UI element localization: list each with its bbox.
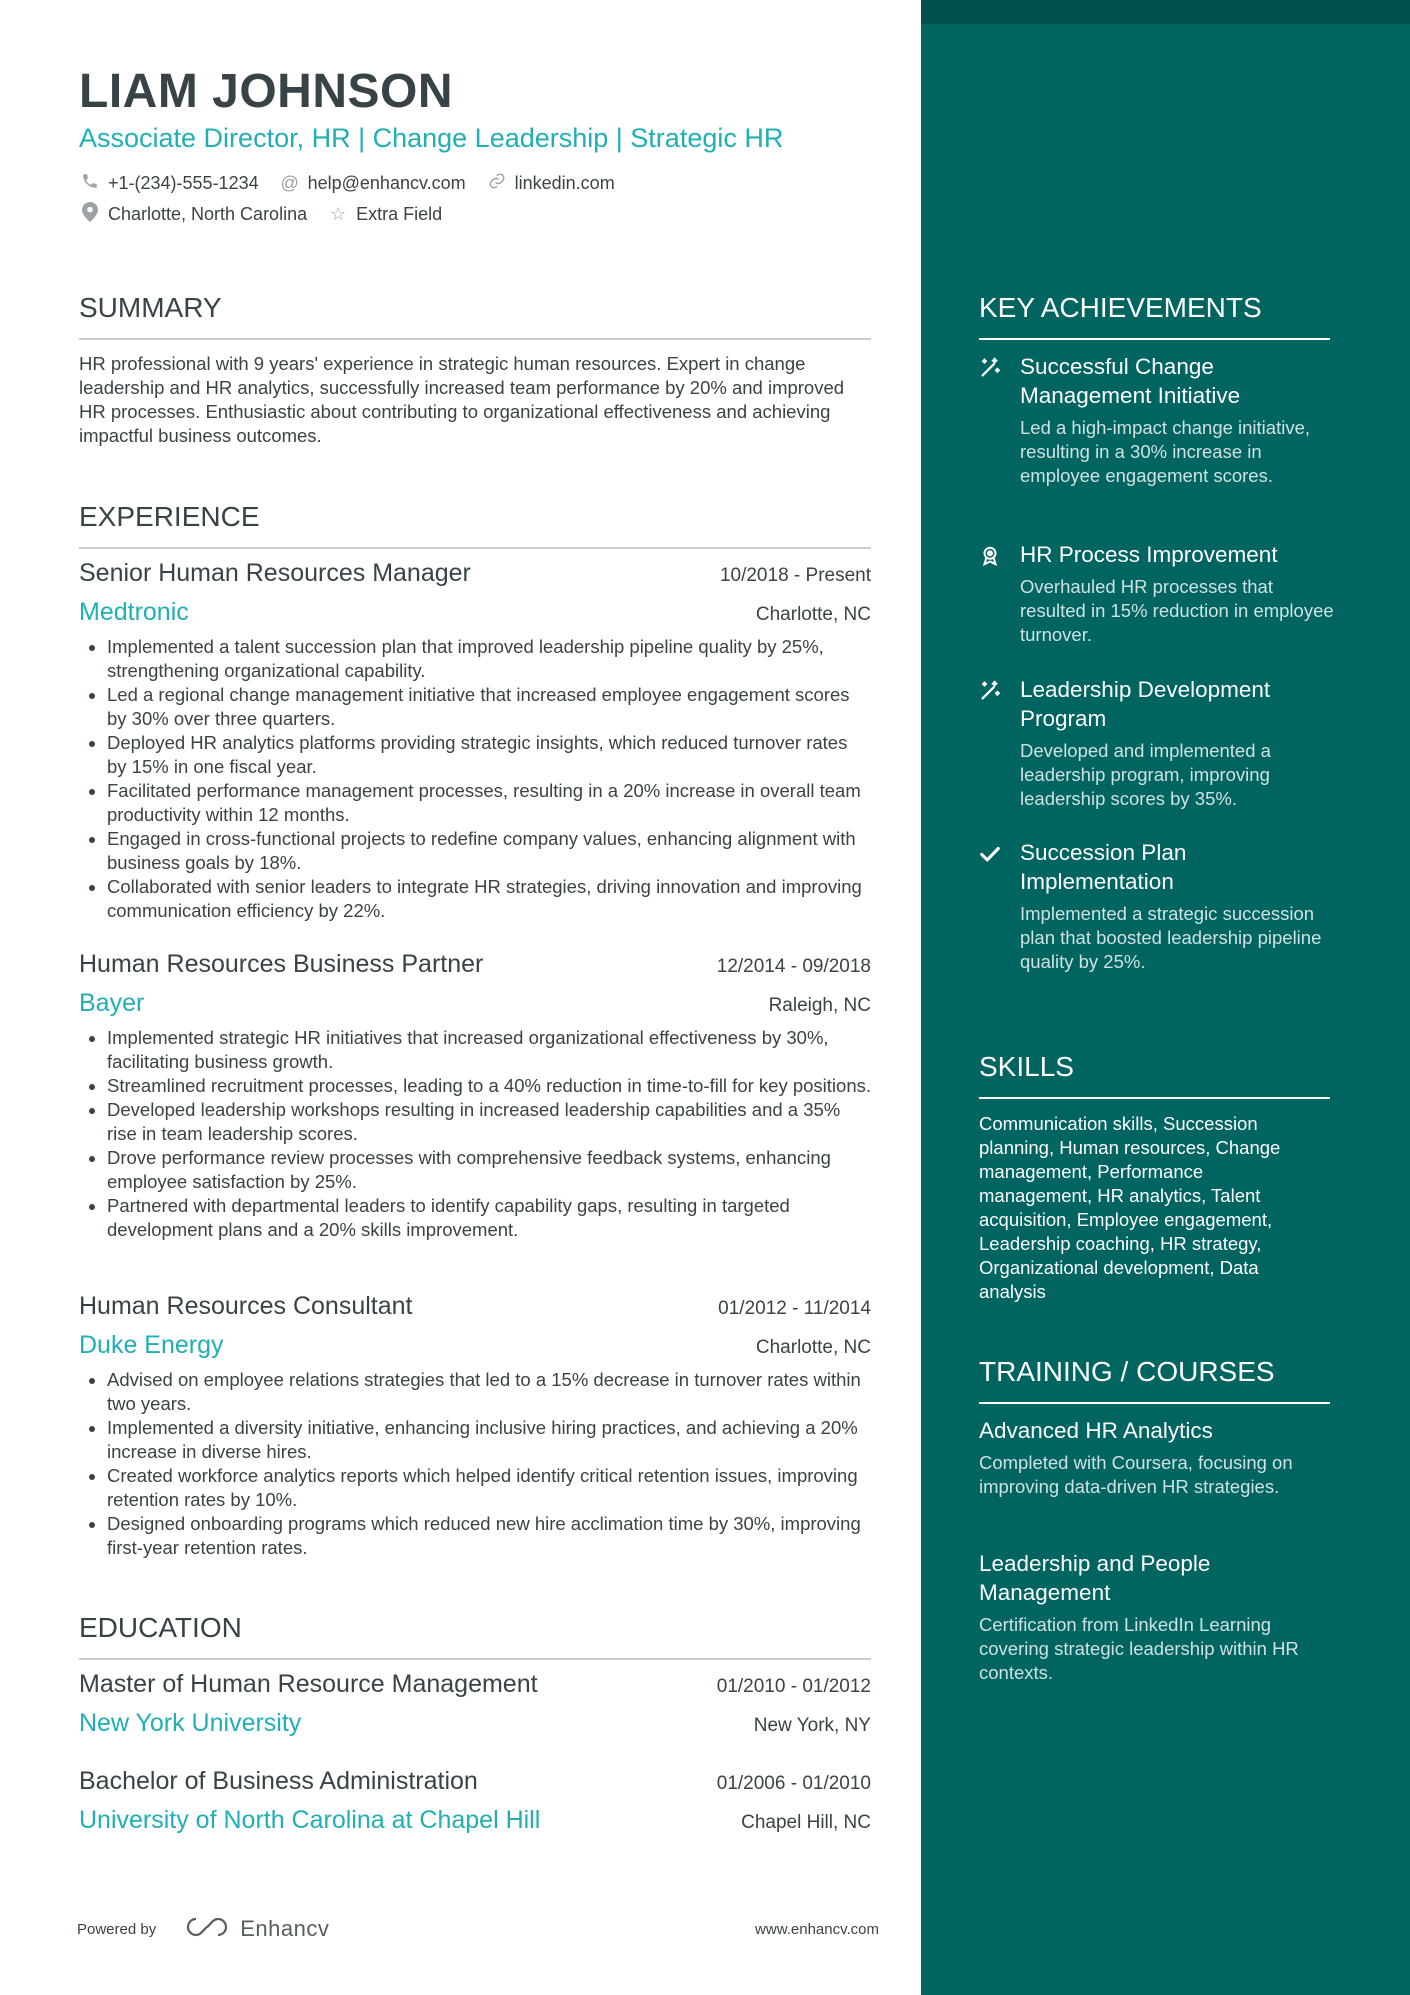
summary-heading: SUMMARY [79, 290, 871, 340]
wand-icon [979, 357, 1003, 381]
candidate-title: Associate Director, HR | Change Leadership | Strategic HR [79, 123, 784, 153]
achievements-heading: KEY ACHIEVEMENTS [979, 290, 1330, 340]
achievement-title: HR Process Improvement [1020, 542, 1278, 567]
job-entry [79, 1292, 871, 1560]
job-bullet: • Developed leadership workshops resulting in increased leadership capabilities and a 35% rise in team leadership scores. [107, 1098, 871, 1146]
education-entry [79, 1767, 871, 1835]
link-icon [486, 172, 508, 195]
enhancv-logo-icon[interactable] [184, 1915, 230, 1943]
skills-list: Communication skills, Succession planning, Human resources, Change management, Performance management, HR analytics, Talent acquisition, Employee engagement, Leadership coaching, HR strategy, Organizational development, Data analysis [979, 1113, 1281, 1302]
star-icon: ☆ [330, 204, 347, 224]
course-title: Leadership and People Management [979, 1551, 1211, 1605]
job-location: Charlotte, NC [755, 604, 871, 625]
job-role: Human Resources Consultant [79, 1292, 413, 1320]
job-location: Charlotte, NC [755, 1337, 871, 1358]
job-bullet: • Partnered with departmental leaders to identify capability gaps, resulting in targeted development plans and a 20% skills improvement. [107, 1194, 871, 1242]
contact-row-primary [79, 172, 635, 195]
edu-degree: Bachelor of Business Administration [79, 1767, 478, 1795]
achievement-title: Successful Change Management Initiative [1020, 354, 1241, 408]
course-title: Advanced HR Analytics [979, 1418, 1213, 1443]
phone-text: +1-(234)-555-1234 [108, 173, 259, 193]
wand-icon [979, 680, 1003, 704]
achievement-item [979, 675, 1339, 811]
job-entry [79, 559, 871, 923]
job-role: Senior Human Resources Manager [79, 559, 471, 587]
course-desc: Certification from LinkedIn Learning covering strategic leadership within HR contexts. [979, 1614, 1299, 1683]
job-company: Duke Energy [79, 1331, 224, 1359]
location-text: Charlotte, North Carolina [108, 204, 308, 224]
job-company: Medtronic [79, 598, 189, 626]
job-company: Bayer [79, 989, 145, 1017]
award-icon [979, 545, 1003, 569]
job-bullet: • Engaged in cross-functional projects to redefine company values, enhancing alignment with business goals by 18%. [107, 827, 871, 875]
edu-school: New York University [79, 1709, 302, 1737]
contact-row-secondary [79, 202, 462, 227]
education-entry [79, 1670, 871, 1738]
candidate-name: LIAM JOHNSON [79, 65, 454, 118]
job-bullets [79, 635, 871, 923]
skills-heading: SKILLS [979, 1049, 1330, 1099]
achievement-item [979, 838, 1339, 974]
achievement-desc: Implemented a strategic succession plan that boosted leadership pipeline quality by 25%. [1020, 903, 1322, 972]
job-dates: 12/2014 - 09/2018 [716, 956, 871, 977]
job-bullet: • Deployed HR analytics platforms providing strategic insights, which reduced turnover rates by 15% in one fiscal year. [107, 731, 871, 779]
edu-degree: Master of Human Resource Management [79, 1670, 538, 1698]
job-location: Raleigh, NC [768, 995, 871, 1016]
achievement-desc: Developed and implemented a leadership program, improving leadership scores by 35%. [1020, 740, 1271, 809]
course-desc: Completed with Coursera, focusing on improving data-driven HR strategies. [979, 1452, 1293, 1497]
job-entry [79, 950, 871, 1242]
brand-name[interactable]: Enhancv [240, 1916, 330, 1941]
phone-contact[interactable] [79, 172, 259, 195]
job-bullet: • Implemented a diversity initiative, enhancing inclusive hiring practices, and achieving a 20% increase in diverse hires. [107, 1416, 871, 1464]
powered-by-label: Powered by [77, 1920, 157, 1938]
edu-location: Chapel Hill, NC [741, 1812, 871, 1833]
achievement-desc: Overhauled HR processes that resulted in 15% reduction in employee turnover. [1020, 576, 1334, 645]
job-dates: 10/2018 - Present [719, 565, 871, 586]
job-bullet: • Created workforce analytics reports which helped identify critical retention issues, improving retention rates by 10%. [107, 1464, 871, 1512]
edu-dates: 01/2006 - 01/2010 [716, 1773, 871, 1794]
training-heading: TRAINING / COURSES [979, 1354, 1330, 1404]
map-pin-icon [79, 202, 101, 227]
phone-icon [79, 172, 101, 195]
job-bullet: • Led a regional change management initiative that increased employee engagement scores by 30% over three quarters. [107, 683, 871, 731]
job-bullet: • Implemented a talent succession plan that improved leadership pipeline quality by 25%, strengthening organizational capability. [107, 635, 871, 683]
sidebar [921, 0, 1410, 1995]
edu-dates: 01/2010 - 01/2012 [716, 1676, 871, 1697]
job-bullets [79, 1368, 871, 1560]
job-bullet: • Drove performance review processes with comprehensive feedback systems, enhancing employee satisfaction by 25%. [107, 1146, 871, 1194]
extra-field [327, 204, 442, 225]
education-heading: EDUCATION [79, 1610, 871, 1660]
job-bullet: • Advised on employee relations strategies that led to a 15% decrease in turnover rates within two years. [107, 1368, 871, 1416]
footer-url[interactable]: www.enhancv.com [755, 1920, 879, 1938]
linkedin-contact[interactable] [486, 172, 615, 195]
achievement-item [979, 352, 1339, 488]
email-text: help@enhancv.com [307, 173, 466, 193]
location-contact [79, 202, 307, 227]
course-item [979, 1549, 1324, 1685]
job-bullet: • Collaborated with senior leaders to integrate HR strategies, driving innovation and improving communication efficiency by 22%. [107, 875, 871, 923]
edu-school: University of North Carolina at Chapel Hill [79, 1806, 541, 1834]
job-bullets [79, 1026, 871, 1242]
extra-field-text: Extra Field [356, 204, 443, 224]
job-role: Human Resources Business Partner [79, 950, 484, 978]
sidebar-top-band [921, 0, 1410, 24]
footer [77, 1915, 879, 1943]
achievement-title: Leadership Development Program [1020, 677, 1271, 731]
achievement-desc: Led a high-impact change initiative, resulting in a 30% increase in employee engagement scores. [1020, 417, 1311, 486]
achievement-title: Succession Plan Implementation [1020, 840, 1187, 894]
linkedin-text: linkedin.com [514, 173, 615, 193]
job-bullet: • Facilitated performance management processes, resulting in a 20% increase in overall team productivity within 12 months. [107, 779, 871, 827]
experience-heading: EXPERIENCE [79, 499, 871, 549]
course-item [979, 1416, 1324, 1499]
summary-text: HR professional with 9 years' experience in strategic human resources. Expert in change leadership and HR analytics, successfully increased team performance by 20% and improved HR processes. Enthusiastic about contributing to organizational effectiveness and achieving impactful business outcomes. [79, 353, 845, 446]
job-dates: 01/2012 - 11/2014 [718, 1298, 871, 1319]
job-bullet: • Streamlined recruitment processes, leading to a 40% reduction in time-to-fill for key positions. [107, 1074, 871, 1098]
at-icon: @ [280, 173, 299, 193]
job-bullet: • Designed onboarding programs which reduced new hire acclimation time by 30%, improving first-year retention rates. [107, 1512, 871, 1560]
achievement-item [979, 540, 1339, 647]
email-contact[interactable] [279, 173, 466, 194]
check-icon [979, 843, 1003, 867]
edu-location: New York, NY [753, 1715, 871, 1736]
job-bullet: • Implemented strategic HR initiatives that increased organizational effectiveness by 30%, facilitating business growth. [107, 1026, 871, 1074]
